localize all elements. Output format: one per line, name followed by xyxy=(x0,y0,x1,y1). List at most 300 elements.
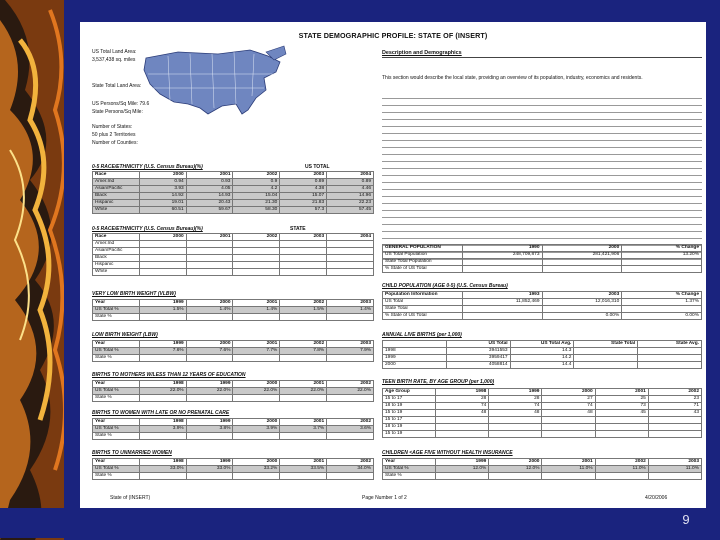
table-cell: 74 xyxy=(489,403,542,410)
table-cell: 21.83 xyxy=(280,200,327,207)
table-cell xyxy=(280,248,327,255)
table-cell xyxy=(542,431,595,438)
table-cell: Population Information xyxy=(383,292,463,299)
table-cell: 60.51 xyxy=(139,207,186,214)
table-cell: 1999 xyxy=(186,419,233,426)
table-cell: 43 xyxy=(648,410,701,417)
table-cell xyxy=(139,255,186,262)
table-cell xyxy=(139,355,186,362)
table-cell: 1998 xyxy=(139,381,186,388)
table-cell xyxy=(327,241,374,248)
table-cell: 2000 xyxy=(233,381,280,388)
teen-birth-title: TEEN BIRTH RATE, BY AGE GROUP (per 1,000) xyxy=(382,379,495,385)
table-cell xyxy=(327,395,374,402)
table-row xyxy=(383,355,702,362)
table-cell xyxy=(542,424,595,431)
table-cell: 0.9 xyxy=(233,179,280,186)
table-row xyxy=(93,426,374,433)
table-cell: 2000 xyxy=(542,389,595,396)
table-cell: Age Group xyxy=(383,389,436,396)
table-row xyxy=(93,473,374,480)
table-cell: 1.37% xyxy=(622,299,702,306)
table-cell: State % xyxy=(93,314,140,321)
table-cell: Year xyxy=(93,419,140,426)
table-cell xyxy=(186,269,233,276)
table-row xyxy=(93,355,374,362)
table-row xyxy=(383,403,702,410)
table-cell: 48 xyxy=(489,410,542,417)
table-cell: 71 xyxy=(648,403,701,410)
table-cell xyxy=(327,248,374,255)
table-cell xyxy=(139,262,186,269)
table-cell: 22.23 xyxy=(327,200,374,207)
description-text: This section would describe the local state, providing an overview of its population, industry, economics and residents. xyxy=(382,75,643,81)
annual-births-title: ANNUAL LIVE BIRTHS (per 1,000) xyxy=(382,332,462,338)
table-cell: 14.92 xyxy=(139,193,186,200)
table-cell xyxy=(436,417,489,424)
table-cell: 2003 xyxy=(542,292,622,299)
table-cell: 57.45 xyxy=(327,207,374,214)
table-cell: Black xyxy=(93,193,140,200)
table-cell xyxy=(462,259,542,266)
table-cell: State Total Population xyxy=(383,259,463,266)
table-cell xyxy=(542,266,622,273)
table-cell xyxy=(280,255,327,262)
table-cell: US Total Avg. xyxy=(510,341,574,348)
table-row xyxy=(93,179,374,186)
table-row xyxy=(383,306,702,313)
table-cell: State % xyxy=(93,355,140,362)
table-row xyxy=(383,396,702,403)
table-cell xyxy=(489,473,542,480)
table-cell xyxy=(327,355,374,362)
lbw-title: LOW BIRTH WEIGHT (LBW) xyxy=(92,332,158,338)
table-cell xyxy=(233,262,280,269)
table-cell: 1.5% xyxy=(139,307,186,314)
table-cell: 15.04 xyxy=(233,193,280,200)
table-cell xyxy=(186,395,233,402)
table-row xyxy=(383,431,702,438)
table-cell: 3941553 xyxy=(446,348,510,355)
table-cell xyxy=(186,433,233,440)
table-cell: 1998 xyxy=(436,389,489,396)
table-row xyxy=(93,388,374,395)
vlbw-table xyxy=(92,299,374,321)
prenatal-title: BIRTHS TO WOMEN WITH LATE OR NO PRENATAL CARE xyxy=(92,410,230,416)
insurance-table xyxy=(382,458,702,480)
table-cell: 74 xyxy=(436,403,489,410)
table-cell: 4058814 xyxy=(446,362,510,369)
prenatal-table xyxy=(92,418,374,440)
table-cell: 12,016,310 xyxy=(542,299,622,306)
table-cell: US Total % xyxy=(93,307,140,314)
us-persons-sq-mile: US Persons/Sq Mile: 79.6 xyxy=(92,101,150,107)
table-row xyxy=(93,207,374,214)
table-cell: 28 xyxy=(489,396,542,403)
table-row xyxy=(383,266,702,273)
table-cell xyxy=(622,266,702,273)
insurance-title: CHILDREN <AGE FIVE WITHOUT HEALTH INSURANCE xyxy=(382,450,513,456)
table-cell: 2003 xyxy=(327,300,374,307)
mothers-education-table xyxy=(92,380,374,402)
table-cell xyxy=(280,269,327,276)
table-cell: % Change xyxy=(622,292,702,299)
table-row xyxy=(383,410,702,417)
table-cell xyxy=(233,433,280,440)
table-cell xyxy=(186,241,233,248)
table-cell: 3.7% xyxy=(280,426,327,433)
table-cell xyxy=(139,269,186,276)
document-page xyxy=(80,22,706,508)
table-cell: White xyxy=(93,269,140,276)
table-cell xyxy=(327,255,374,262)
table-cell xyxy=(327,314,374,321)
table-cell: 2002 xyxy=(233,234,280,241)
table-cell xyxy=(489,431,542,438)
table-cell xyxy=(327,433,374,440)
table-cell: State % xyxy=(93,395,140,402)
table-row xyxy=(93,269,374,276)
table-header-row xyxy=(383,341,702,348)
child-population-table xyxy=(382,291,702,320)
table-cell xyxy=(233,248,280,255)
table-cell: 7.6% xyxy=(186,348,233,355)
table-cell: 15.07 xyxy=(280,193,327,200)
table-cell: 1999 xyxy=(383,355,447,362)
lbw-table xyxy=(92,340,374,362)
table-cell: US Total Population xyxy=(383,252,463,259)
flame-decoration xyxy=(0,0,80,540)
table-cell: Asian/Pacific xyxy=(93,186,140,193)
table-cell: 1999 xyxy=(489,389,542,396)
table-row xyxy=(93,255,374,262)
table-cell xyxy=(648,473,701,480)
table-cell xyxy=(595,473,648,480)
table-cell xyxy=(233,395,280,402)
table-cell xyxy=(139,395,186,402)
table-cell: 18 to 19 xyxy=(383,424,436,431)
table-header-row xyxy=(93,234,374,241)
table-header-row xyxy=(93,459,374,466)
table-cell xyxy=(186,255,233,262)
table-row xyxy=(383,466,702,473)
table-cell: 2001 xyxy=(542,459,595,466)
table-cell: 57.3 xyxy=(280,207,327,214)
table-cell: 58.30 xyxy=(233,207,280,214)
table-cell xyxy=(186,473,233,480)
table-row xyxy=(383,362,702,369)
table-cell: 2000 xyxy=(139,234,186,241)
number-of-counties: Number of Counties: xyxy=(92,140,138,146)
table-cell: 15 to 19 xyxy=(383,431,436,438)
table-cell: 34.0% xyxy=(327,466,374,473)
table-cell xyxy=(139,473,186,480)
table-cell: 1998 xyxy=(139,459,186,466)
table-cell: 2001 xyxy=(186,234,233,241)
table-header-row xyxy=(383,292,702,299)
table-cell xyxy=(186,314,233,321)
race-state-title: 0-5 RACE/ETHNICITY (U.S. Census Bureau)(%) xyxy=(92,226,203,232)
table-cell: 12.0% xyxy=(436,466,489,473)
table-cell xyxy=(622,259,702,266)
doc-title: STATE DEMOGRAPHIC PROFILE: STATE OF (INSERT) xyxy=(298,31,488,40)
table-cell xyxy=(139,314,186,321)
table-cell: 0.89 xyxy=(280,179,327,186)
table-row xyxy=(93,433,374,440)
table-cell: 2000 xyxy=(542,245,622,252)
table-cell: 48 xyxy=(542,410,595,417)
table-cell: 2001 xyxy=(233,341,280,348)
table-cell xyxy=(648,417,701,424)
table-cell: 4.05 xyxy=(186,186,233,193)
child-population-title: CHILD POPULATION (AGE 0-5) (U.S. Census Bureau) xyxy=(382,283,508,289)
table-cell: US Total xyxy=(383,299,463,306)
table-cell: 15 to 19 xyxy=(383,410,436,417)
table-cell: 20.43 xyxy=(186,200,233,207)
table-cell: 33.2% xyxy=(233,466,280,473)
states-value: 50 plus 2 Territories xyxy=(92,132,136,138)
table-cell xyxy=(233,314,280,321)
table-cell: 2000 xyxy=(233,419,280,426)
table-row xyxy=(383,348,702,355)
table-row xyxy=(93,186,374,193)
table-cell: 74 xyxy=(542,403,595,410)
table-cell: 4.2 xyxy=(233,186,280,193)
table-cell: 1999 xyxy=(436,459,489,466)
race-us-title: 0-5 RACE/ETHNICITY (U.S. Census Bureau)(%) xyxy=(92,164,203,170)
table-cell: 2000 xyxy=(233,459,280,466)
table-cell: 59.67 xyxy=(186,207,233,214)
table-cell xyxy=(280,314,327,321)
table-cell xyxy=(542,306,622,313)
table-cell: 7.9% xyxy=(327,348,374,355)
race-state-table xyxy=(92,233,374,276)
footer-left: State of (INSERT) xyxy=(110,495,151,501)
table-cell: 2002 xyxy=(280,300,327,307)
table-cell: US Total % xyxy=(93,426,140,433)
table-cell: 3.9% xyxy=(233,426,280,433)
table-cell: 1.5% xyxy=(280,307,327,314)
table-cell xyxy=(280,473,327,480)
table-cell: 22.0% xyxy=(233,388,280,395)
table-cell: 1999 xyxy=(186,459,233,466)
table-cell xyxy=(327,269,374,276)
table-header-row xyxy=(383,245,702,252)
annual-births-table xyxy=(382,340,702,369)
table-row xyxy=(93,200,374,207)
table-row xyxy=(93,466,374,473)
table-row xyxy=(383,299,702,306)
vlbw-title: VERY LOW BIRTH WEIGHT (VLBW) xyxy=(92,291,176,297)
table-cell xyxy=(280,355,327,362)
table-cell: Year xyxy=(383,459,436,466)
table-cell: 2001 xyxy=(186,172,233,179)
table-cell xyxy=(638,362,702,369)
table-cell: State % xyxy=(383,473,436,480)
table-cell: 11.0% xyxy=(595,466,648,473)
table-cell xyxy=(638,348,702,355)
table-cell: Amer.Ind xyxy=(93,241,140,248)
table-row xyxy=(93,262,374,269)
table-cell: 14.2 xyxy=(510,355,574,362)
table-cell: 248,709,873 xyxy=(462,252,542,259)
table-cell xyxy=(327,262,374,269)
table-cell: 2002 xyxy=(327,381,374,388)
table-cell: 2002 xyxy=(595,459,648,466)
table-cell: US Total % xyxy=(93,466,140,473)
table-cell: 2004 xyxy=(327,234,374,241)
table-cell: 2000 xyxy=(186,300,233,307)
table-cell: % State of US Total xyxy=(383,313,463,320)
table-cell: 1999 xyxy=(186,381,233,388)
table-cell: 15 to 17 xyxy=(383,396,436,403)
table-cell: 7.8% xyxy=(280,348,327,355)
table-cell xyxy=(139,433,186,440)
table-cell: 0.00% xyxy=(542,313,622,320)
table-cell xyxy=(574,355,638,362)
table-cell: Amer.Ind xyxy=(93,179,140,186)
table-cell: 2003 xyxy=(280,234,327,241)
table-cell: State Total xyxy=(574,341,638,348)
table-cell: Asian/Pacific xyxy=(93,248,140,255)
table-cell: US Total % xyxy=(383,466,436,473)
table-header-row xyxy=(93,341,374,348)
table-cell: 19.01 xyxy=(139,200,186,207)
table-cell: US Total % xyxy=(93,388,140,395)
table-cell xyxy=(233,355,280,362)
table-cell: 2002 xyxy=(327,419,374,426)
table-cell: 3.93 xyxy=(139,186,186,193)
table-cell: 2003 xyxy=(280,172,327,179)
table-cell: 14.4 xyxy=(510,362,574,369)
state-land-area: State Total Land Area: xyxy=(92,83,142,89)
us-land-area-value: 3,537,438 sq. miles xyxy=(92,57,136,63)
state-persons-sq-mile: State Persons/Sq Mile: xyxy=(92,109,143,115)
table-cell: 22.0% xyxy=(327,388,374,395)
table-cell xyxy=(233,255,280,262)
table-cell: White xyxy=(93,207,140,214)
table-cell xyxy=(574,348,638,355)
table-cell: % State of US Total xyxy=(383,266,463,273)
table-cell: 2003 xyxy=(648,459,701,466)
table-cell: 0.94 xyxy=(139,179,186,186)
table-cell: 2000 xyxy=(139,172,186,179)
table-cell: 73 xyxy=(595,403,648,410)
table-row xyxy=(93,248,374,255)
table-cell xyxy=(542,417,595,424)
table-row xyxy=(93,307,374,314)
table-cell xyxy=(327,473,374,480)
table-cell: 12.0% xyxy=(489,466,542,473)
table-cell: 1993 xyxy=(462,292,542,299)
table-cell: US Total xyxy=(446,341,510,348)
table-cell xyxy=(186,248,233,255)
table-header-row xyxy=(93,419,374,426)
race-us-scope: US TOTAL xyxy=(305,164,330,170)
table-cell xyxy=(489,424,542,431)
table-cell: 0.93 xyxy=(186,179,233,186)
footer-right: 4/20/2006 xyxy=(645,495,668,501)
table-cell: 11.0% xyxy=(542,466,595,473)
table-cell: State % xyxy=(93,433,140,440)
table-cell: 14.93 xyxy=(186,193,233,200)
us-map-graphic xyxy=(138,44,288,122)
table-cell xyxy=(622,306,702,313)
table-cell: 11,852,469 xyxy=(462,299,542,306)
table-cell: 33.0% xyxy=(186,466,233,473)
footer-band xyxy=(0,508,720,538)
table-cell xyxy=(462,266,542,273)
mothers-education-title: BIRTHS TO MOTHERS W/LESS THAN 12 YEARS OF EDUCATION xyxy=(92,372,246,378)
table-cell: 27 xyxy=(542,396,595,403)
table-cell: 18 to 19 xyxy=(383,403,436,410)
table-cell: 2002 xyxy=(280,341,327,348)
table-cell: 1998 xyxy=(383,348,447,355)
table-cell: 15 to 17 xyxy=(383,417,436,424)
table-row xyxy=(383,424,702,431)
table-cell: 2000 xyxy=(489,459,542,466)
table-cell: Year xyxy=(93,300,140,307)
table-row xyxy=(383,417,702,424)
slide-number: 9 xyxy=(682,512,690,527)
table-cell xyxy=(595,424,648,431)
table-cell: 22.0% xyxy=(186,388,233,395)
table-cell: Hispanic xyxy=(93,200,140,207)
table-cell xyxy=(595,417,648,424)
table-cell: Year xyxy=(93,459,140,466)
table-cell: 3.8% xyxy=(186,426,233,433)
table-cell: 25 xyxy=(595,396,648,403)
table-row xyxy=(93,241,374,248)
description-lines xyxy=(382,92,702,260)
table-cell: 1998 xyxy=(139,419,186,426)
table-cell: Year xyxy=(93,381,140,388)
table-header-row xyxy=(383,459,702,466)
table-cell: 14.96 xyxy=(327,193,374,200)
table-cell: 4.38 xyxy=(280,186,327,193)
table-cell: 1999 xyxy=(139,300,186,307)
table-cell xyxy=(436,473,489,480)
table-cell: 2002 xyxy=(648,389,701,396)
table-cell: 2000 xyxy=(383,362,447,369)
table-cell: 33.0% xyxy=(139,466,186,473)
table-cell: Race xyxy=(93,172,140,179)
table-cell: 45 xyxy=(595,410,648,417)
race-state-scope: STATE xyxy=(290,226,306,232)
table-cell: 11.0% xyxy=(648,466,701,473)
table-cell: 1999 xyxy=(139,341,186,348)
table-cell: 22.0% xyxy=(280,388,327,395)
table-cell: 1.4% xyxy=(186,307,233,314)
table-cell xyxy=(648,424,701,431)
race-us-table xyxy=(92,171,374,214)
table-cell: 0.89 xyxy=(327,179,374,186)
table-cell: 14.3 xyxy=(510,348,574,355)
table-cell xyxy=(595,431,648,438)
table-header-row xyxy=(93,300,374,307)
table-cell: 21.30 xyxy=(233,200,280,207)
table-cell xyxy=(233,241,280,248)
table-cell: GENERAL POPULATION xyxy=(383,245,463,252)
table-cell xyxy=(280,433,327,440)
table-cell: 2003 xyxy=(327,341,374,348)
table-cell: State % xyxy=(93,473,140,480)
table-row xyxy=(93,395,374,402)
table-header-row xyxy=(93,172,374,179)
table-cell: 3.6% xyxy=(327,426,374,433)
table-cell xyxy=(139,241,186,248)
table-cell xyxy=(233,473,280,480)
